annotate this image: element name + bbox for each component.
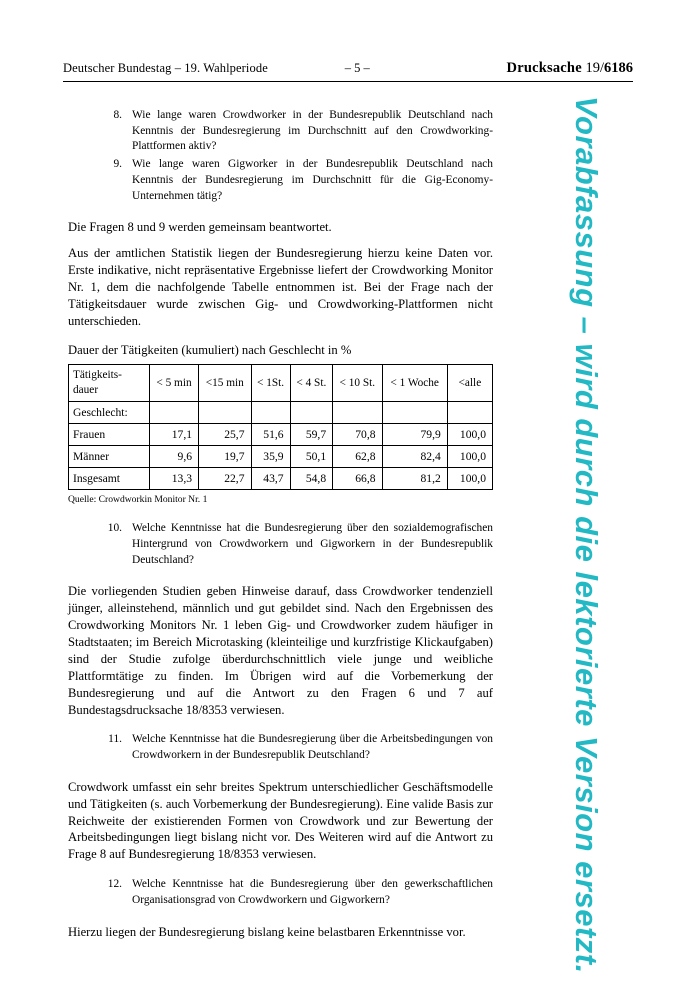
- table-cell: 100,0: [447, 468, 492, 490]
- question-number: 10.: [107, 522, 122, 535]
- table-cell: 19,7: [199, 446, 251, 468]
- table-cell: 35,9: [251, 446, 290, 468]
- table-cell-empty: [333, 402, 382, 424]
- table-cell: 50,1: [290, 446, 333, 468]
- page-header: [63, 60, 633, 82]
- table-cell: 79,9: [382, 424, 447, 446]
- question-list-4: [98, 877, 493, 908]
- page-number: – 5 –: [344, 61, 370, 75]
- table-row-label: Männer: [69, 446, 150, 468]
- table-header-row: [69, 365, 493, 402]
- table-cell: 66,8: [333, 468, 382, 490]
- table-header-label-line1: Tätigkeits-dauer: [73, 369, 122, 397]
- question-item: [98, 732, 493, 763]
- drucksache-label: Drucksache: [506, 60, 582, 76]
- answer-paragraph: Die vorliegenden Studien geben Hinweise darauf, dass Crowdworker tendenziell jünger, alleinstehend, männlich und gut gebildet sind. Nach den Ergebnissen des Crowdworking Monitors Nr. 1 leben Gig- und Crowdworker zudem häufiger in Stadtstaaten; im Bereich Microtasking (kleinteilige und kurzfristige Klickaufgaben) sind der Studie zufolge überdurchschnittlich viele junge und weibliche Plattformtätige zu finden. Im Übrigen wird auf die Vorbemerkung der Bundesregierung und auf die Antwort zu den Fragen 6 und 7 auf Bundestagsdrucksache 18/8353 verwiesen.: [68, 584, 493, 717]
- table-caption: Dauer der Tätigkeiten (kumuliert) nach Geschlecht in %: [68, 342, 352, 357]
- question-list-2: [98, 521, 493, 568]
- table-cell: 100,0: [447, 446, 492, 468]
- table-row: [69, 468, 493, 490]
- question-list-1: [98, 108, 493, 204]
- table-cell-empty: [199, 402, 251, 424]
- question-text: Welche Kenntnisse hat die Bundesregierung über die Arbeitsbedingungen von Crowdworkern in der Bundesrepublik Deutschland?: [132, 733, 493, 762]
- drucksache-reference: [507, 60, 633, 77]
- table-row: [69, 446, 493, 468]
- table-section-row: [69, 402, 493, 424]
- table-cell: 81,2: [382, 468, 447, 490]
- table-cell: 43,7: [251, 468, 290, 490]
- answer-paragraph: Aus der amtlichen Statistik liegen der Bundesregierung hierzu keine Daten vor. Erste indikative, nicht repräsentative Ergebnisse liefert der Crowdworking Monitor Nr. 1, dem die nachfolgende Tabelle entnommen ist. Bei der Frage nach der Tätigkeitsdauer wurde zwischen Gig- und Crowdworking-Plattformen nicht unterschieden.: [68, 246, 493, 328]
- question-item: [98, 108, 493, 155]
- drucksache-number: [585, 60, 633, 76]
- table-cell: 100,0: [447, 424, 492, 446]
- table-cell: 22,7: [199, 468, 251, 490]
- table-header-cell: <alle: [447, 365, 492, 402]
- table-row: [69, 424, 493, 446]
- table-section-label: Geschlecht:: [69, 402, 150, 424]
- question-list-3: [98, 732, 493, 763]
- question-item: [98, 157, 493, 204]
- question-number: 9.: [113, 158, 122, 171]
- table-header-cell: < 1St.: [251, 365, 290, 402]
- table-cell-empty: [447, 402, 492, 424]
- table-cell-empty: [382, 402, 447, 424]
- header-divider: [63, 81, 633, 82]
- table-source: Quelle: Crowdworkin Monitor Nr. 1: [68, 494, 208, 506]
- table-header-cell: < 5 min: [150, 365, 199, 402]
- table-cell: 13,3: [150, 468, 199, 490]
- question-text: Wie lange waren Crowdworker in der Bundesrepublik Deutschland nach Kenntnis der Bundesregierung im Durchschnitt auf den Crowdworking-Plattformen aktiv?: [132, 109, 493, 153]
- table-cell-empty: [251, 402, 290, 424]
- table-cell: 82,4: [382, 446, 447, 468]
- table-cell-empty: [150, 402, 199, 424]
- table-cell: 62,8: [333, 446, 382, 468]
- table-row-label: Frauen: [69, 424, 150, 446]
- document-body: [68, 108, 493, 941]
- watermark-text: Vorabfassung – wird durch die lektorierte Version ersetzt.: [569, 96, 604, 974]
- question-number: 11.: [108, 733, 122, 746]
- question-number: 8.: [113, 109, 122, 121]
- table-cell: 70,8: [333, 424, 382, 446]
- table-header-cell: < 1 Woche: [382, 365, 447, 402]
- table-cell: 54,8: [290, 468, 333, 490]
- table-cell: 9,6: [150, 446, 199, 468]
- table-header-cell: < 4 St.: [290, 365, 333, 402]
- question-text: Wie lange waren Gigworker in der Bundesrepublik Deutschland nach Kenntnis der Bundesregierung im Durchschnitt für die Gig-Economy-Unternehmen tätig?: [132, 158, 493, 202]
- question-item: [98, 521, 493, 568]
- table-cell: 51,6: [251, 424, 290, 446]
- table-cell: 25,7: [199, 424, 251, 446]
- question-number: 12.: [107, 878, 122, 891]
- table-header-cell: < 10 St.: [333, 365, 382, 402]
- table-header-cell: [69, 365, 150, 402]
- answer-paragraph: Crowdwork umfasst ein sehr breites Spektrum unterschiedlicher Geschäftsmodelle und Tätigkeiten (s. auch Vorbemerkung der Bundesregierung). Eine valide Basis zur Reichweite der existierenden Formen von Crowdwork und zur Bewertung der Arbeitsbedingungen liegt bislang nicht vor. Des Weiteren wird auf die Antwort zu Frage 8 auf Bundesregierung 18/8353 verwiesen.: [68, 779, 493, 862]
- table-header-cell: <15 min: [199, 365, 251, 402]
- question-text: Welche Kenntnisse hat die Bundesregierung über den gewerkschaftlichen Organisationsgrad von Crowdworkern und Gigworkern?: [132, 878, 493, 906]
- table-cell: 59,7: [290, 424, 333, 446]
- drucksache-number-prefix: 19/: [585, 60, 604, 76]
- answer-paragraph: Die Fragen 8 und 9 werden gemeinsam beantwortet.: [68, 220, 332, 235]
- header-left-text: Deutscher Bundestag – 19. Wahlperiode: [63, 61, 268, 75]
- table-cell: 17,1: [150, 424, 199, 446]
- table-cell-empty: [290, 402, 333, 424]
- duration-table: [68, 364, 493, 490]
- answer-paragraph: Hierzu liegen der Bundesregierung bislang keine belastbaren Erkenntnisse vor.: [68, 924, 466, 939]
- question-text: Welche Kenntnisse hat die Bundesregierung über den sozialdemografischen Hintergrund von Crowdworkern und Gigworkern in der Bundesrepublik Deutschland?: [132, 522, 493, 566]
- drucksache-number-bold: 6186: [604, 60, 633, 76]
- table-row-label: Insgesamt: [69, 468, 150, 490]
- question-item: [98, 877, 493, 908]
